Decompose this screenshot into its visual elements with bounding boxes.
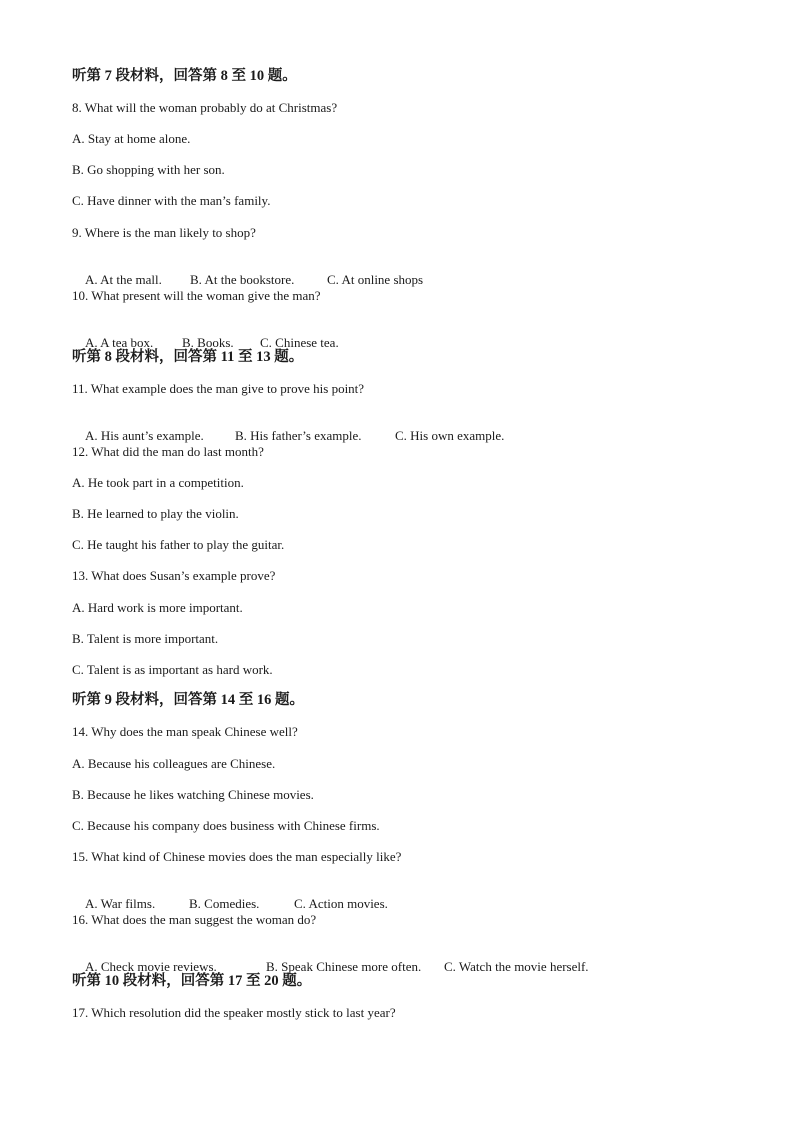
q8-option-a: A. Stay at home alone. — [72, 131, 191, 146]
q13-option-c: C. Talent is as important as hard work. — [72, 662, 273, 677]
question-16: 16. What does the man suggest the woman do? — [72, 912, 317, 927]
question-17: 17. Which resolution did the speaker mostly stick to last year? — [72, 1005, 396, 1020]
section-heading: 听第 10 段材料，回答第 17 至 20 题。 — [72, 973, 312, 989]
question-14: 14. Why does the man speak Chinese well? — [72, 724, 298, 739]
q12-option-a: A. He took part in a competition. — [72, 475, 244, 490]
q10-option-a: A. A tea box. — [85, 335, 154, 350]
q8-option-b: B. Go shopping with her son. — [72, 162, 225, 177]
q15-option-a: A. War films. — [85, 896, 156, 911]
section-heading: 听第 7 段材料，回答第 8 至 10 题。 — [72, 68, 297, 84]
q15-option-c: C. Action movies. — [294, 896, 388, 911]
q9-option-b: B. At the bookstore. — [190, 272, 295, 287]
q10-option-c: C. Chinese tea. — [260, 335, 339, 350]
q11-option-b: B. His father’s example. — [235, 428, 362, 443]
q16-option-c: C. Watch the movie herself. — [444, 959, 589, 974]
q16-option-b: B. Speak Chinese more often. — [266, 959, 422, 974]
question-13: 13. What does Susan’s example prove? — [72, 568, 276, 583]
q12-option-c: C. He taught his father to play the guitar. — [72, 537, 285, 552]
q12-option-b: B. He learned to play the violin. — [72, 506, 239, 521]
q16-option-a: A. Check movie reviews. — [85, 959, 217, 974]
q13-option-a: A. Hard work is more important. — [72, 600, 243, 615]
question-9: 9. Where is the man likely to shop? — [72, 225, 256, 240]
q11-option-c: C. His own example. — [395, 428, 505, 443]
q9-option-a: A. At the mall. — [85, 272, 162, 287]
section-heading: 听第 8 段材料，回答第 11 至 13 题。 — [72, 349, 304, 365]
q11-option-a: A. His aunt’s example. — [85, 428, 204, 443]
q10-option-b: B. Books. — [182, 335, 234, 350]
question-12: 12. What did the man do last month? — [72, 444, 264, 459]
question-10: 10. What present will the woman give the man? — [72, 288, 321, 303]
question-11: 11. What example does the man give to prove his point? — [72, 381, 365, 396]
q8-option-c: C. Have dinner with the man’s family. — [72, 193, 271, 208]
q14-option-c: C. Because his company does business with Chinese firms. — [72, 818, 380, 833]
question-8: 8. What will the woman probably do at Christmas? — [72, 100, 338, 115]
question-15: 15. What kind of Chinese movies does the man especially like? — [72, 849, 402, 864]
q13-option-b: B. Talent is more important. — [72, 631, 219, 646]
q9-option-c: C. At online shops — [327, 272, 424, 287]
section-heading: 听第 9 段材料，回答第 14 至 16 题。 — [72, 692, 304, 708]
q15-option-b: B. Comedies. — [189, 896, 260, 911]
q14-option-b: B. Because he likes watching Chinese movies. — [72, 787, 314, 802]
q14-option-a: A. Because his colleagues are Chinese. — [72, 756, 276, 771]
